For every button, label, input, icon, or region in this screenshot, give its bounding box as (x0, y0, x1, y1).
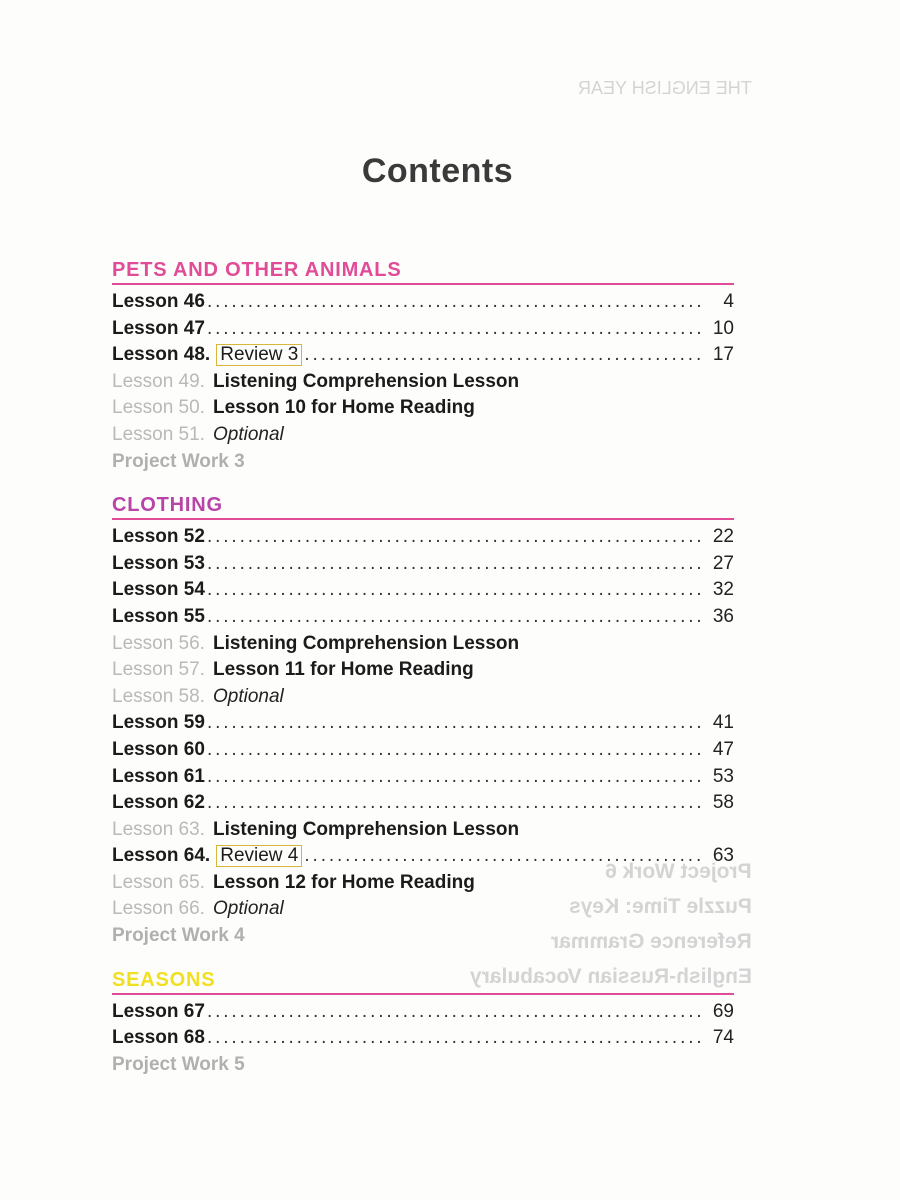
lesson-title: Listening Comprehension Lesson (212, 632, 520, 654)
toc-entry (112, 577, 734, 604)
page-number: 4 (723, 291, 734, 312)
lesson-title-optional: Optional (212, 685, 284, 707)
dot-leader (207, 551, 700, 577)
lesson-title: Lesson 11 for Home Reading (212, 659, 474, 681)
page-number: 74 (712, 1027, 734, 1049)
project-work-label: Project Work 3 (112, 450, 245, 472)
toc-entry (112, 737, 734, 764)
lesson-number: Lesson 48. (112, 344, 211, 366)
section-heading: SEASONS (112, 968, 734, 995)
table-of-contents (112, 258, 734, 1078)
page-number: 63 (712, 845, 734, 867)
page-number: 53 (712, 765, 734, 787)
lesson-number: Lesson 64. (112, 845, 211, 867)
toc-entry (112, 524, 734, 551)
toc-entry (112, 764, 734, 791)
toc-entry (112, 817, 734, 844)
toc-entry (112, 870, 734, 897)
lesson-number: Lesson 68 (112, 1027, 205, 1049)
dot-leader (207, 604, 700, 630)
lesson-title: Listening Comprehension Lesson (212, 370, 520, 392)
dot-leader (207, 316, 700, 342)
dot-leader (207, 1025, 700, 1051)
page-number: 22 (712, 526, 734, 548)
lesson-title: Lesson 12 for Home Reading (212, 871, 475, 893)
page-number: 10 (712, 317, 734, 339)
page-number: 17 (712, 344, 734, 366)
toc-entry (112, 316, 734, 343)
dot-leader (207, 710, 700, 736)
page-number: 27 (712, 552, 734, 574)
project-work-label: Project Work 5 (112, 1053, 245, 1075)
project-work-label: Project Work 4 (112, 925, 245, 947)
toc-entry (112, 843, 734, 870)
bleed-through-text: Reference Grammar (551, 930, 752, 953)
lesson-number: Lesson 56. (112, 632, 205, 654)
lesson-number: Lesson 57. (112, 659, 205, 681)
bleed-through-text: THE ENGLISH YEAR (578, 78, 752, 98)
lesson-title-optional: Optional (212, 423, 284, 445)
dot-leader (207, 577, 700, 603)
toc-entry (112, 289, 734, 316)
toc-entry (112, 369, 734, 396)
lesson-number: Lesson 60 (112, 738, 205, 760)
toc-entry (112, 999, 734, 1026)
toc-entry (112, 710, 734, 737)
toc-entry (112, 342, 734, 369)
page-number: 69 (712, 1000, 734, 1022)
lesson-title-optional: Optional (212, 898, 284, 920)
page-number: 47 (712, 738, 734, 760)
bleed-through-text: Puzzle Time: Keys (569, 895, 752, 918)
toc-entry (112, 896, 734, 923)
section-heading: PETS AND OTHER ANIMALS (112, 258, 734, 285)
page-number: 41 (712, 712, 734, 734)
toc-entry (112, 684, 734, 711)
lesson-number: Lesson 66. (112, 898, 205, 920)
lesson-number: Lesson 62 (112, 792, 205, 814)
toc-entry (112, 631, 734, 658)
toc-entry (112, 422, 734, 449)
lesson-number: Lesson 65. (112, 871, 205, 893)
section-gap (112, 950, 734, 968)
toc-entry (112, 395, 734, 422)
page-title: Contents (361, 152, 514, 190)
lesson-number: Lesson 58. (112, 685, 205, 707)
lesson-number: Lesson 49. (112, 370, 205, 392)
lesson-number: Lesson 52 (112, 526, 205, 548)
lesson-number: Lesson 50. (112, 397, 205, 419)
toc-entry (112, 1052, 734, 1079)
bleed-through-text: English-Russian Vocabulary (469, 965, 752, 988)
section-gap (112, 475, 734, 493)
dot-leader (207, 524, 700, 550)
lesson-number: Lesson 59 (112, 712, 205, 734)
dot-leader (207, 764, 700, 790)
dot-leader (207, 999, 700, 1025)
lesson-number: Lesson 55 (112, 605, 205, 627)
review-label: Review 3 (216, 344, 302, 366)
toc-entry (112, 604, 734, 631)
toc-entry (112, 657, 734, 684)
lesson-number: Lesson 51. (112, 423, 205, 445)
toc-entry (112, 551, 734, 578)
lesson-title: Listening Comprehension Lesson (212, 818, 520, 840)
page-number: 32 (712, 579, 734, 601)
bleed-through-text: Project Work 6 (605, 860, 752, 883)
page-number: 36 (712, 605, 734, 627)
lesson-number: Lesson 61 (112, 765, 205, 787)
toc-entry (112, 790, 734, 817)
section-heading: CLOTHING (112, 493, 734, 520)
dot-leader (207, 737, 700, 763)
page-number: 58 (712, 792, 734, 814)
toc-entry (112, 449, 734, 476)
lesson-number: Lesson 67 (112, 1000, 205, 1022)
lesson-number: Lesson 54 (112, 579, 205, 601)
review-label: Review 4 (216, 845, 302, 867)
lesson-number: Lesson 63. (112, 818, 205, 840)
toc-entry (112, 1025, 734, 1052)
lesson-number: Lesson 47 (112, 317, 205, 339)
toc-entry (112, 923, 734, 950)
lesson-number: Lesson 46 (112, 291, 205, 312)
dot-leader (207, 790, 700, 816)
dot-leader (304, 342, 700, 368)
lesson-number: Lesson 53 (112, 552, 205, 574)
lesson-title: Lesson 10 for Home Reading (212, 397, 475, 419)
dot-leader (207, 289, 700, 315)
dot-leader (304, 843, 700, 869)
